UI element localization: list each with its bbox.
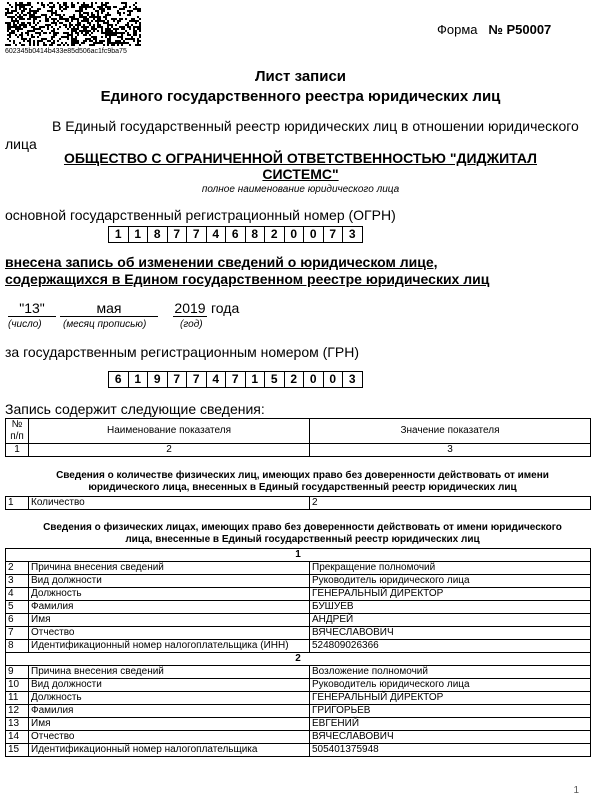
grn-digit: 9 xyxy=(148,372,168,387)
row-number: 13 xyxy=(6,718,29,731)
ogrn-digit: 1 xyxy=(109,227,129,242)
row-value: ГЕНЕРАЛЬНЫЙ ДИРЕКТОР xyxy=(310,588,591,601)
form-code: № Р50007 xyxy=(488,22,552,37)
ogrn-digit: 8 xyxy=(148,227,168,242)
ogrn-digit: 4 xyxy=(207,227,227,242)
date-year-suffix: года xyxy=(211,300,240,316)
header-col-name: Наименование показателя xyxy=(29,419,310,444)
ogrn-digits xyxy=(108,226,363,243)
row-value: Руководитель юридического лица xyxy=(310,575,591,588)
row-number: 5 xyxy=(6,601,29,614)
row-value: 2 xyxy=(310,497,591,510)
grn-digit: 1 xyxy=(246,372,266,387)
row-number: 8 xyxy=(6,640,29,653)
table-row xyxy=(6,627,591,640)
ogrn-digit: 7 xyxy=(168,227,188,242)
row-value: АНДРЕЙ xyxy=(310,614,591,627)
row-name: Отчество xyxy=(29,731,310,744)
grn-digit: 0 xyxy=(304,372,324,387)
table-row xyxy=(6,562,591,575)
header-n1: 1 xyxy=(6,444,29,457)
table-row xyxy=(6,679,591,692)
org-name-line2: СИСТЕМС" xyxy=(262,166,339,182)
ogrn-digit: 3 xyxy=(348,227,356,241)
contains-label: Запись содержит следующие сведения: xyxy=(5,401,265,417)
section1-title xyxy=(20,470,585,494)
ogrn-digit: 8 xyxy=(246,227,266,242)
section2-title-line2: лица, внесенные в Единый государственный реестр юридических лиц xyxy=(125,534,480,545)
ogrn-digit: 6 xyxy=(226,227,246,242)
table-row xyxy=(6,640,591,653)
barcode-image xyxy=(5,2,141,46)
row-number: 11 xyxy=(6,692,29,705)
org-caption: полное наименование юридического лица xyxy=(201,184,400,195)
ogrn-label: основной государственный регистрационный номер (ОГРН) xyxy=(5,207,396,223)
grn-digit: 1 xyxy=(129,372,149,387)
row-number: 3 xyxy=(6,575,29,588)
row-value: Прекращение полномочий xyxy=(310,562,591,575)
row-name: Идентификационный номер налогоплательщика xyxy=(29,744,310,757)
row-number: 14 xyxy=(6,731,29,744)
entry-text-line1: внесена запись об изменении сведений о юридическом лице, xyxy=(5,254,438,270)
section2-title xyxy=(20,522,585,546)
header-n2: 2 xyxy=(29,444,310,457)
section1-title-line2: юридического лица, внесенных в Единый государственный реестр юридических лиц xyxy=(88,482,517,493)
header-col-number: № п/п xyxy=(6,419,29,444)
grn-digits xyxy=(108,371,363,388)
ogrn-digit: 7 xyxy=(187,227,207,242)
header-row xyxy=(6,419,591,444)
row-number: 15 xyxy=(6,744,29,757)
grn-digit: 6 xyxy=(109,372,129,387)
doc-title-line2: Единого государственного реестра юридических лиц xyxy=(100,88,501,105)
org-name-line1: ОБЩЕСТВО С ОГРАНИЧЕННОЙ ОТВЕТСТВЕННОСТЬЮ "ДИДЖИТАЛ xyxy=(63,150,538,166)
section1-title-line1: Сведения о количестве физических лиц, имеющих право без доверенности действовать от имени xyxy=(56,470,549,481)
row-name: Причина внесения сведений xyxy=(29,562,310,575)
row-name: Имя xyxy=(29,718,310,731)
form-number xyxy=(437,22,551,37)
date-day: "13" xyxy=(8,300,56,317)
header-n3: 3 xyxy=(310,444,591,457)
date-year-caption: (год) xyxy=(180,319,203,330)
grn-digit: 2 xyxy=(285,372,305,387)
row-value: 524809026366 xyxy=(310,640,591,653)
org-name xyxy=(28,150,573,182)
row-name: Имя xyxy=(29,614,310,627)
page-number: 1 xyxy=(573,785,579,796)
row-name: Фамилия xyxy=(29,601,310,614)
row-value: ГРИГОРЬЕВ xyxy=(310,705,591,718)
table-row xyxy=(6,601,591,614)
row-number: 1 xyxy=(6,497,29,510)
header-numbers-row xyxy=(6,444,591,457)
group-number: 1 xyxy=(6,549,591,562)
group-number: 2 xyxy=(6,653,591,666)
row-number: 7 xyxy=(6,627,29,640)
row-name: Отчество xyxy=(29,627,310,640)
ogrn-digit: 1 xyxy=(129,227,149,242)
grn-label: за государственным регистрационным номером (ГРН) xyxy=(5,344,359,360)
grn-digit: 7 xyxy=(226,372,246,387)
row-number: 12 xyxy=(6,705,29,718)
row-value: БУШУЕВ xyxy=(310,601,591,614)
section2-title-line1: Сведения о физических лицах, имеющих право без доверенности действовать от имени юридического xyxy=(43,522,562,533)
row-value: ВЯЧЕСЛАВОВИЧ xyxy=(310,627,591,640)
grn-digit: 3 xyxy=(348,372,356,386)
ogrn-digit: 2 xyxy=(265,227,285,242)
row-number: 2 xyxy=(6,562,29,575)
table-row xyxy=(6,692,591,705)
section1-table xyxy=(5,496,591,510)
row-number: 4 xyxy=(6,588,29,601)
form-prefix: Форма xyxy=(437,22,478,37)
row-value: ГЕНЕРАЛЬНЫЙ ДИРЕКТОР xyxy=(310,692,591,705)
row-value: Возложение полномочий xyxy=(310,666,591,679)
header-table xyxy=(5,418,591,457)
barcode-text: 602345b0414b433e85d506ac1fc9ba75 xyxy=(5,48,127,55)
intro-line1: В Единый государственный реестр юридических лиц в отношении юридического xyxy=(52,118,579,134)
ogrn-digit: 7 xyxy=(324,227,344,242)
row-value: Руководитель юридического лица xyxy=(310,679,591,692)
table-row xyxy=(6,614,591,627)
date-year: 2019 xyxy=(174,300,206,316)
row-value: 505401375948 xyxy=(310,744,591,757)
date-month-caption: (месяц прописью) xyxy=(63,319,147,330)
row-value: ЕВГЕНИЙ xyxy=(310,718,591,731)
table-row xyxy=(6,575,591,588)
grn-digit: 4 xyxy=(207,372,227,387)
table-row xyxy=(6,731,591,744)
row-name: Фамилия xyxy=(29,705,310,718)
date-month: мая xyxy=(60,300,158,317)
date-day-caption: (число) xyxy=(8,319,42,330)
entry-text-line2: содержащихся в Едином государственном реестре юридических лиц xyxy=(5,271,490,287)
group-row xyxy=(6,653,591,666)
row-name: Вид должности xyxy=(29,679,310,692)
row-value: ВЯЧЕСЛАВОВИЧ xyxy=(310,731,591,744)
grn-digit: 0 xyxy=(324,372,344,387)
header-col-value: Значение показателя xyxy=(310,419,591,444)
row-name: Количество xyxy=(29,497,310,510)
row-name: Причина внесения сведений xyxy=(29,666,310,679)
intro-line2: лица xyxy=(5,136,37,152)
row-name: Должность xyxy=(29,588,310,601)
grn-digit: 7 xyxy=(187,372,207,387)
grn-digit: 7 xyxy=(168,372,188,387)
grn-digit: 5 xyxy=(265,372,285,387)
doc-title-line1: Лист записи xyxy=(254,68,347,85)
ogrn-digit: 0 xyxy=(285,227,305,242)
table-row xyxy=(6,718,591,731)
group-row xyxy=(6,549,591,562)
table-row xyxy=(6,666,591,679)
ogrn-digit: 0 xyxy=(304,227,324,242)
table-row xyxy=(6,705,591,718)
row-number: 10 xyxy=(6,679,29,692)
row-name: Вид должности xyxy=(29,575,310,588)
table-row xyxy=(6,497,591,510)
row-number: 9 xyxy=(6,666,29,679)
section2-table xyxy=(5,548,591,757)
table-row xyxy=(6,588,591,601)
row-number: 6 xyxy=(6,614,29,627)
row-name: Должность xyxy=(29,692,310,705)
table-row xyxy=(6,744,591,757)
row-name: Идентификационный номер налогоплательщика (ИНН) xyxy=(29,640,310,653)
